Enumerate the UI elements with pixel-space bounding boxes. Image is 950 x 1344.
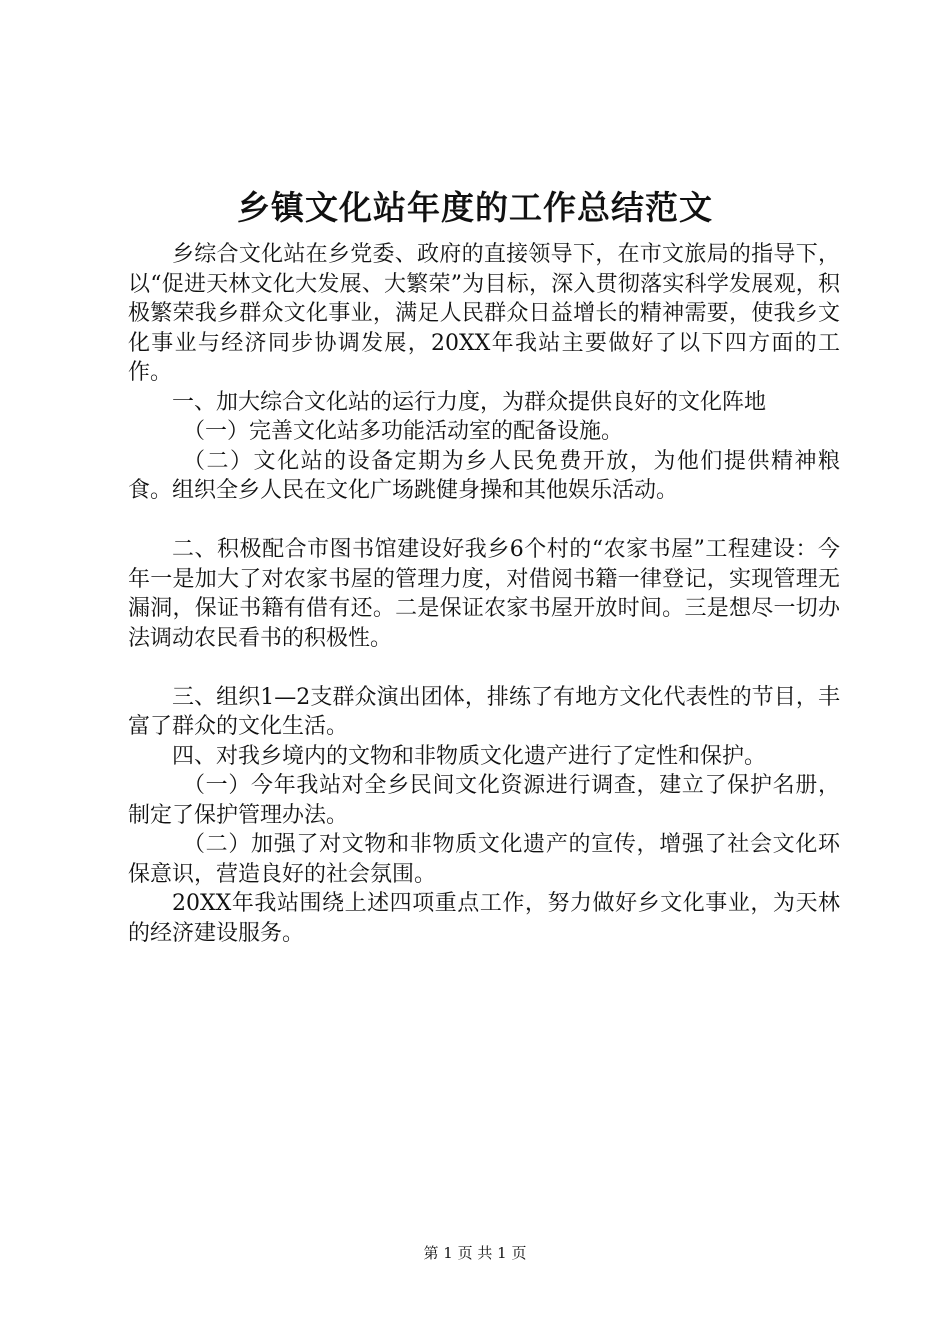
document-title: 乡镇文化站年度的工作总结范文 [237,188,713,227]
paragraph-section-1-item-2: （二）文化站的设备定期为乡人民免费开放，为他们提供精神粮食。组织全乡人民在文化广场跳健身操和其他娱乐活动。 [128,448,840,503]
paragraph-section-1-heading: 一、加大综合文化站的运行力度，为群众提供良好的文化阵地 [172,389,767,415]
paragraph-section-1-item-1: （一）完善文化站多功能活动室的配备设施。 [183,419,624,444]
page-footer: 第 1 页 共 1 页 [423,1244,527,1262]
paragraph-section-4-heading: 四、对我乡境内的文物和非物质文化遗产进行了定性和保护。 [172,743,767,769]
paragraph-section-2: 二、积极配合市图书馆建设好我乡6个村的“农家书屋”工程建设：今年一是加大了对农家书屋的管理力度，对借阅书籍一律登记，实现管理无漏洞，保证书籍有借有还。二是保证农家书屋开放时间。三是想尽一切办法调动农民看书的积极性。 [128,537,840,651]
paragraph-section-3: 三、组织1—2支群众演出团体，排练了有地方文化代表性的节目，丰富了群众的文化生活。 [128,684,840,739]
paragraph-intro: 乡综合文化站在乡党委、政府的直接领导下，在市文旅局的指导下，以“促进天林文化大发展、大繁荣”为目标，深入贯彻落实科学发展观，积极繁荣我乡群众文化事业，满足人民群众日益增长的精神需要，使我乡文化事业与经济同步协调发展，20XX年我站主要做好了以下四方面的工作。 [128,242,840,385]
paragraph-section-4-item-1: （一）今年我站对全乡民间文化资源进行调查，建立了保护名册，制定了保护管理办法。 [128,773,840,828]
paragraph-section-4-item-2: （二）加强了对文物和非物质文化遗产的宣传，增强了社会文化环保意识，营造良好的社会氛围。 [128,832,840,887]
document-body [128,240,840,948]
paragraph-conclusion: 20XX年我站围绕上述四项重点工作，努力做好乡文化事业，为天林的经济建设服务。 [128,891,840,946]
